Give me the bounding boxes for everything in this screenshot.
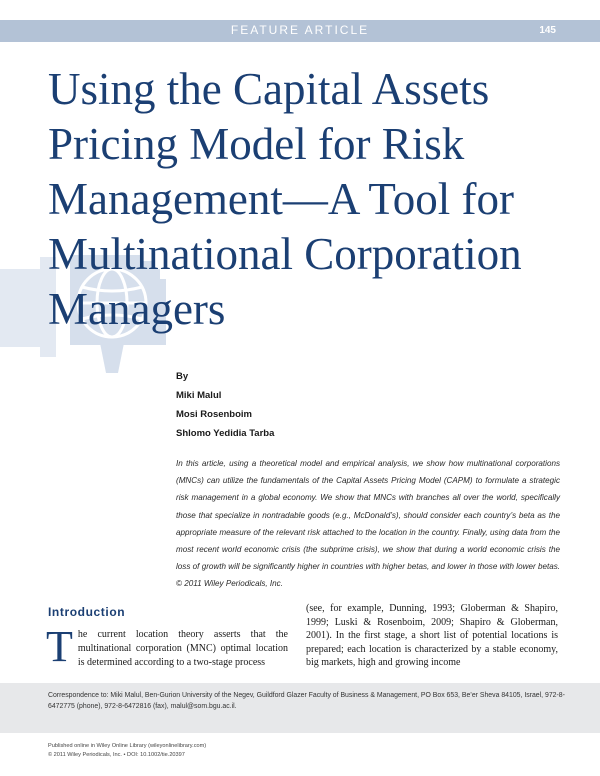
published-online: Published online in Wiley Online Library (wileyonlinelibrary.com) — [48, 743, 207, 749]
author-name: Shlomo Yedidia Tarba — [176, 428, 275, 439]
introduction-heading: Introduction — [48, 605, 126, 619]
copyright-doi: © 2011 Wiley Periodicals, Inc. • DOI: 10.1002/tie.20397 — [48, 752, 185, 758]
introduction-left-column — [46, 622, 288, 671]
page-number: 145 — [539, 25, 556, 36]
section-label: FEATURE ARTICLE — [230, 23, 370, 37]
publication-info — [48, 742, 568, 760]
introduction-right-text: (see, for example, Dunning, 1993; Globerman & Shapiro, 1999; Luski & Rosenboim, 2009; Shapiro & Globerman, 2001). In the first stage, a short list of potential locations is prepared; each location is characterized by a stable economy, big markets, high and growing income — [306, 603, 558, 669]
drop-cap: T — [46, 622, 73, 671]
introduction-left-text: he current location theory asserts that the multinational corporation (MNC) optimal location is determined according to a two-stage process — [77, 629, 288, 668]
author-name: Miki Malul — [176, 390, 222, 401]
author-name: Mosi Rosenboim — [176, 409, 253, 420]
article-title: Using the Capital Assets Pricing Model for Risk Management—A Tool for Multinational Corporation Managers — [48, 64, 522, 334]
author-list — [176, 367, 274, 443]
by-label: By — [176, 371, 189, 382]
correspondence-note: Correspondence to: Miki Malul, Ben-Gurion University of the Negev, Guildford Glazer Faculty of Business & Management, PO Box 653, Be’er Sheva 84105, Israel, 972-8-6472775 (phone), 972-8-6472816 (fax), malul@som.bgu.ac.il. — [48, 692, 565, 710]
abstract: In this article, using a theoretical model and empirical analysis, we show how multinational corporations (MNCs) can utilize the fundamentals of the Capital Assets Pricing Model (CAPM) to formulate a strategic risk management in a global economy. We show that MNCs with branches all over the world, specifically those that specialize in nontradable goods (e.g., McDonald’s), should consider each country’s beta as the appropriate measure of the relevant risk attached to the location in the country. Finally, using data from the most recent world economic crisis (the subprime crisis), we show that during a world economic crisis the loss of growth will be significantly higher in countries with higher betas, and lower in those with lower betas. © 2011 Wiley Periodicals, Inc. — [176, 459, 560, 589]
